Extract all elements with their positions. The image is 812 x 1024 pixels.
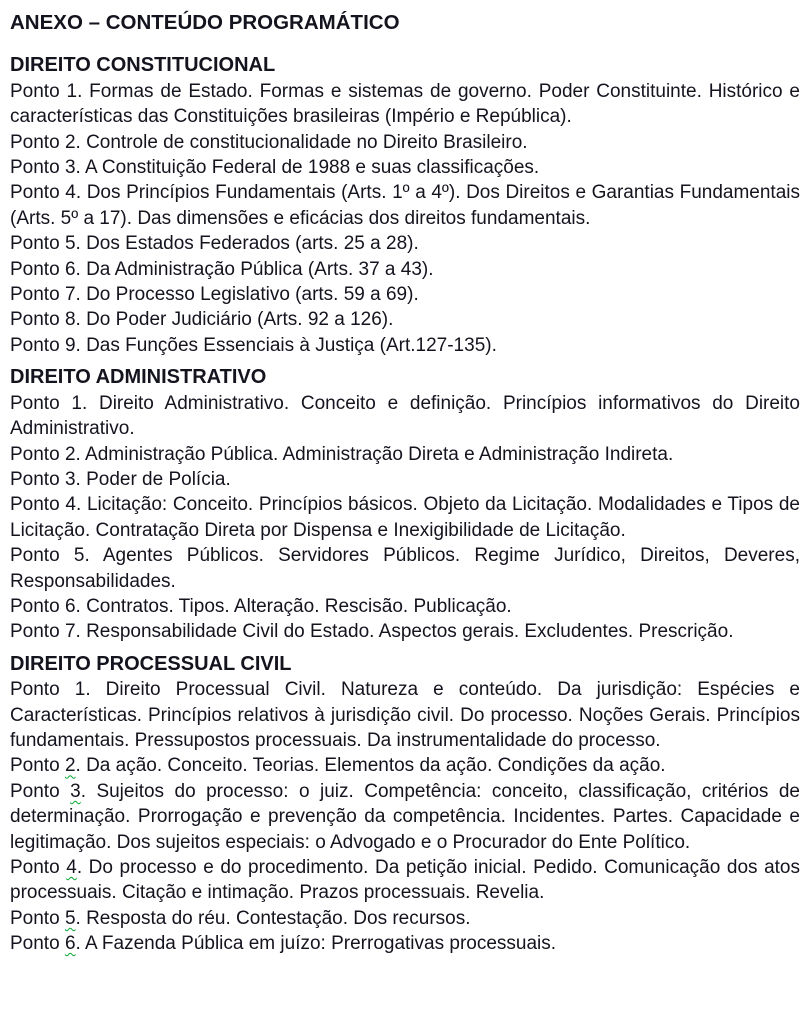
topic-number: 1 bbox=[66, 80, 78, 102]
topic-text: . A Constituição Federal de 1988 e suas classificações. bbox=[75, 157, 540, 179]
section bbox=[10, 53, 800, 358]
topic-label: Ponto bbox=[10, 392, 72, 414]
topic-paragraph bbox=[10, 231, 800, 256]
topic-number: 5 bbox=[73, 545, 85, 567]
topic-number: 4 bbox=[65, 182, 76, 204]
topic-text: . Da Administração Pública (Arts. 37 a 43). bbox=[75, 258, 434, 280]
topic-text: . Da ação. Conceito. Teorias. Elementos da ação. Condições da ação. bbox=[75, 755, 666, 777]
topic-text: . Resposta do réu. Contestação. Dos recursos. bbox=[75, 907, 471, 929]
topic-text: . Contratos. Tipos. Alteração. Rescisão. Publicação. bbox=[75, 595, 512, 617]
topic-paragraph bbox=[10, 906, 800, 931]
topic-text: . Do processo e do procedimento. Da petição inicial. Pedido. Comunicação dos atos processuais. Citação e intimação. Prazos processuais. Revelia. bbox=[10, 857, 800, 904]
topic-text: . Do Poder Judiciário (Arts. 92 a 126). bbox=[75, 309, 394, 331]
topic-number: 7 bbox=[64, 621, 76, 643]
topic-text: . Sujeitos do processo: o juiz. Competência: conceito, classificação, critérios de determinação. Prorrogação e prevenção da competência. Incidentes. Partes. Capacidade e legitimação. Dos sujeitos especiais: o Advogado e o Procurador do Ente Político. bbox=[10, 780, 800, 853]
topic-number: 5 bbox=[64, 233, 76, 255]
topic-label: Ponto bbox=[10, 545, 74, 567]
topic-paragraph bbox=[10, 130, 800, 155]
topic-number: 4 bbox=[65, 494, 76, 516]
topic-paragraph bbox=[10, 543, 800, 594]
topic-paragraph bbox=[10, 779, 800, 855]
topic-paragraph bbox=[10, 257, 800, 282]
topic-text: . Responsabilidade Civil do Estado. Aspectos gerais. Excludentes. Prescrição. bbox=[75, 621, 734, 643]
topic-text: . Direito Processual Civil. Natureza e conteúdo. Da jurisdição: Espécies e Características. Princípios relativos à jurisdição civil. Do processo. Noções Gerais. Princípios fundamentais. Pressupostos processuais. Da instrumentalidade do processo. bbox=[10, 679, 800, 751]
topic-paragraph bbox=[10, 442, 800, 467]
topic-paragraph bbox=[10, 155, 800, 180]
topic-label: Ponto bbox=[10, 933, 65, 955]
topic-number: 6 bbox=[64, 258, 76, 280]
topic-number: 7 bbox=[64, 284, 76, 306]
topic-label: Ponto bbox=[10, 309, 65, 331]
section-heading: DIREITO CONSTITUCIONAL bbox=[10, 54, 276, 77]
topic-text: . Das Funções Essenciais à Justiça (Art.127-135). bbox=[75, 334, 497, 356]
topic-text: . Poder de Polícia. bbox=[75, 468, 231, 490]
section bbox=[10, 365, 800, 644]
topic-paragraph bbox=[10, 931, 800, 956]
topic-text: . Formas de Estado. Formas e sistemas de governo. Poder Constituinte. Histórico e características das Constituições brasileiras (Império e República). bbox=[10, 80, 800, 128]
topic-text: . Agentes Públicos. Servidores Públicos. Regime Jurídico, Direitos, Deveres, Responsabilidades. bbox=[10, 545, 800, 592]
topic-paragraph bbox=[10, 467, 800, 492]
topic-label: Ponto bbox=[10, 907, 65, 929]
topic-number: 6 bbox=[64, 933, 76, 955]
topic-number: 9 bbox=[64, 334, 76, 356]
topic-text: . Dos Estados Federados (arts. 25 a 28). bbox=[75, 233, 419, 255]
section bbox=[10, 652, 800, 957]
topic-number: 2 bbox=[64, 131, 76, 153]
topic-paragraph bbox=[10, 307, 800, 332]
topic-paragraph bbox=[10, 492, 800, 543]
topic-text: . Administração Pública. Administração Direta e Administração Indireta. bbox=[75, 443, 674, 465]
topic-text: . Dos Princípios Fundamentais (Arts. 1º a 4º). Dos Direitos e Garantias Fundamentais (Arts. 5º a 17). Das dimensões e eficácias dos direitos fundamentais. bbox=[10, 182, 800, 229]
topic-text: . Do Processo Legislativo (arts. 59 a 69). bbox=[75, 284, 419, 306]
topic-label: Ponto bbox=[10, 494, 66, 516]
topic-paragraph bbox=[10, 594, 800, 619]
section-heading: DIREITO ADMINISTRATIVO bbox=[10, 366, 267, 389]
topic-number: 2 bbox=[64, 755, 76, 777]
topic-label: Ponto bbox=[10, 182, 66, 204]
document-sections bbox=[10, 53, 800, 956]
topic-label: Ponto bbox=[10, 621, 65, 643]
topic-paragraph bbox=[10, 391, 800, 442]
topic-label: Ponto bbox=[10, 857, 67, 878]
topic-number: 5 bbox=[64, 907, 76, 929]
topic-number: 3 bbox=[64, 468, 76, 490]
topic-paragraph bbox=[10, 282, 800, 307]
topic-paragraph bbox=[10, 677, 800, 753]
topic-number: 3 bbox=[70, 780, 81, 802]
topic-paragraph bbox=[10, 855, 800, 906]
topic-number: 1 bbox=[71, 392, 82, 414]
topic-label: Ponto bbox=[10, 233, 65, 255]
topic-paragraph bbox=[10, 180, 800, 231]
topic-paragraph bbox=[10, 79, 800, 130]
topic-number: 6 bbox=[64, 595, 76, 617]
topic-paragraph bbox=[10, 753, 800, 778]
topic-label: Ponto bbox=[10, 258, 65, 280]
topic-label: Ponto bbox=[10, 334, 65, 356]
topic-label: Ponto bbox=[10, 80, 67, 102]
topic-label: Ponto bbox=[10, 443, 65, 465]
topic-label: Ponto bbox=[10, 284, 65, 306]
document-title: ANEXO – CONTEÚDO PROGRAMÁTICO bbox=[10, 11, 400, 34]
topic-label: Ponto bbox=[10, 157, 65, 179]
topic-number: 3 bbox=[64, 157, 76, 179]
section-heading: DIREITO PROCESSUAL CIVIL bbox=[10, 652, 292, 675]
topic-label: Ponto bbox=[10, 468, 65, 490]
topic-label: Ponto bbox=[10, 679, 75, 701]
topic-number: 4 bbox=[66, 857, 77, 878]
topic-text: . A Fazenda Pública em juízo: Prerrogativas processuais. bbox=[75, 933, 557, 955]
topic-text: . Controle de constitucionalidade no Direito Brasileiro. bbox=[75, 131, 528, 153]
topic-paragraph bbox=[10, 619, 800, 644]
topic-text: . Direito Administrativo. Conceito e definição. Princípios informativos do Direito Administrativo. bbox=[10, 392, 800, 440]
topic-label: Ponto bbox=[10, 131, 65, 153]
topic-text: . Licitação: Conceito. Princípios básicos. Objeto da Licitação. Modalidades e Tipos de Licitação. Contratação Direta por Dispensa e Inexigibilidade de Licitação. bbox=[10, 494, 800, 541]
topic-label: Ponto bbox=[10, 780, 71, 802]
topic-number: 2 bbox=[64, 443, 76, 465]
topic-number: 1 bbox=[74, 679, 86, 701]
topic-label: Ponto bbox=[10, 595, 65, 617]
topic-label: Ponto bbox=[10, 755, 65, 777]
topic-paragraph bbox=[10, 333, 800, 358]
topic-number: 8 bbox=[64, 309, 76, 331]
